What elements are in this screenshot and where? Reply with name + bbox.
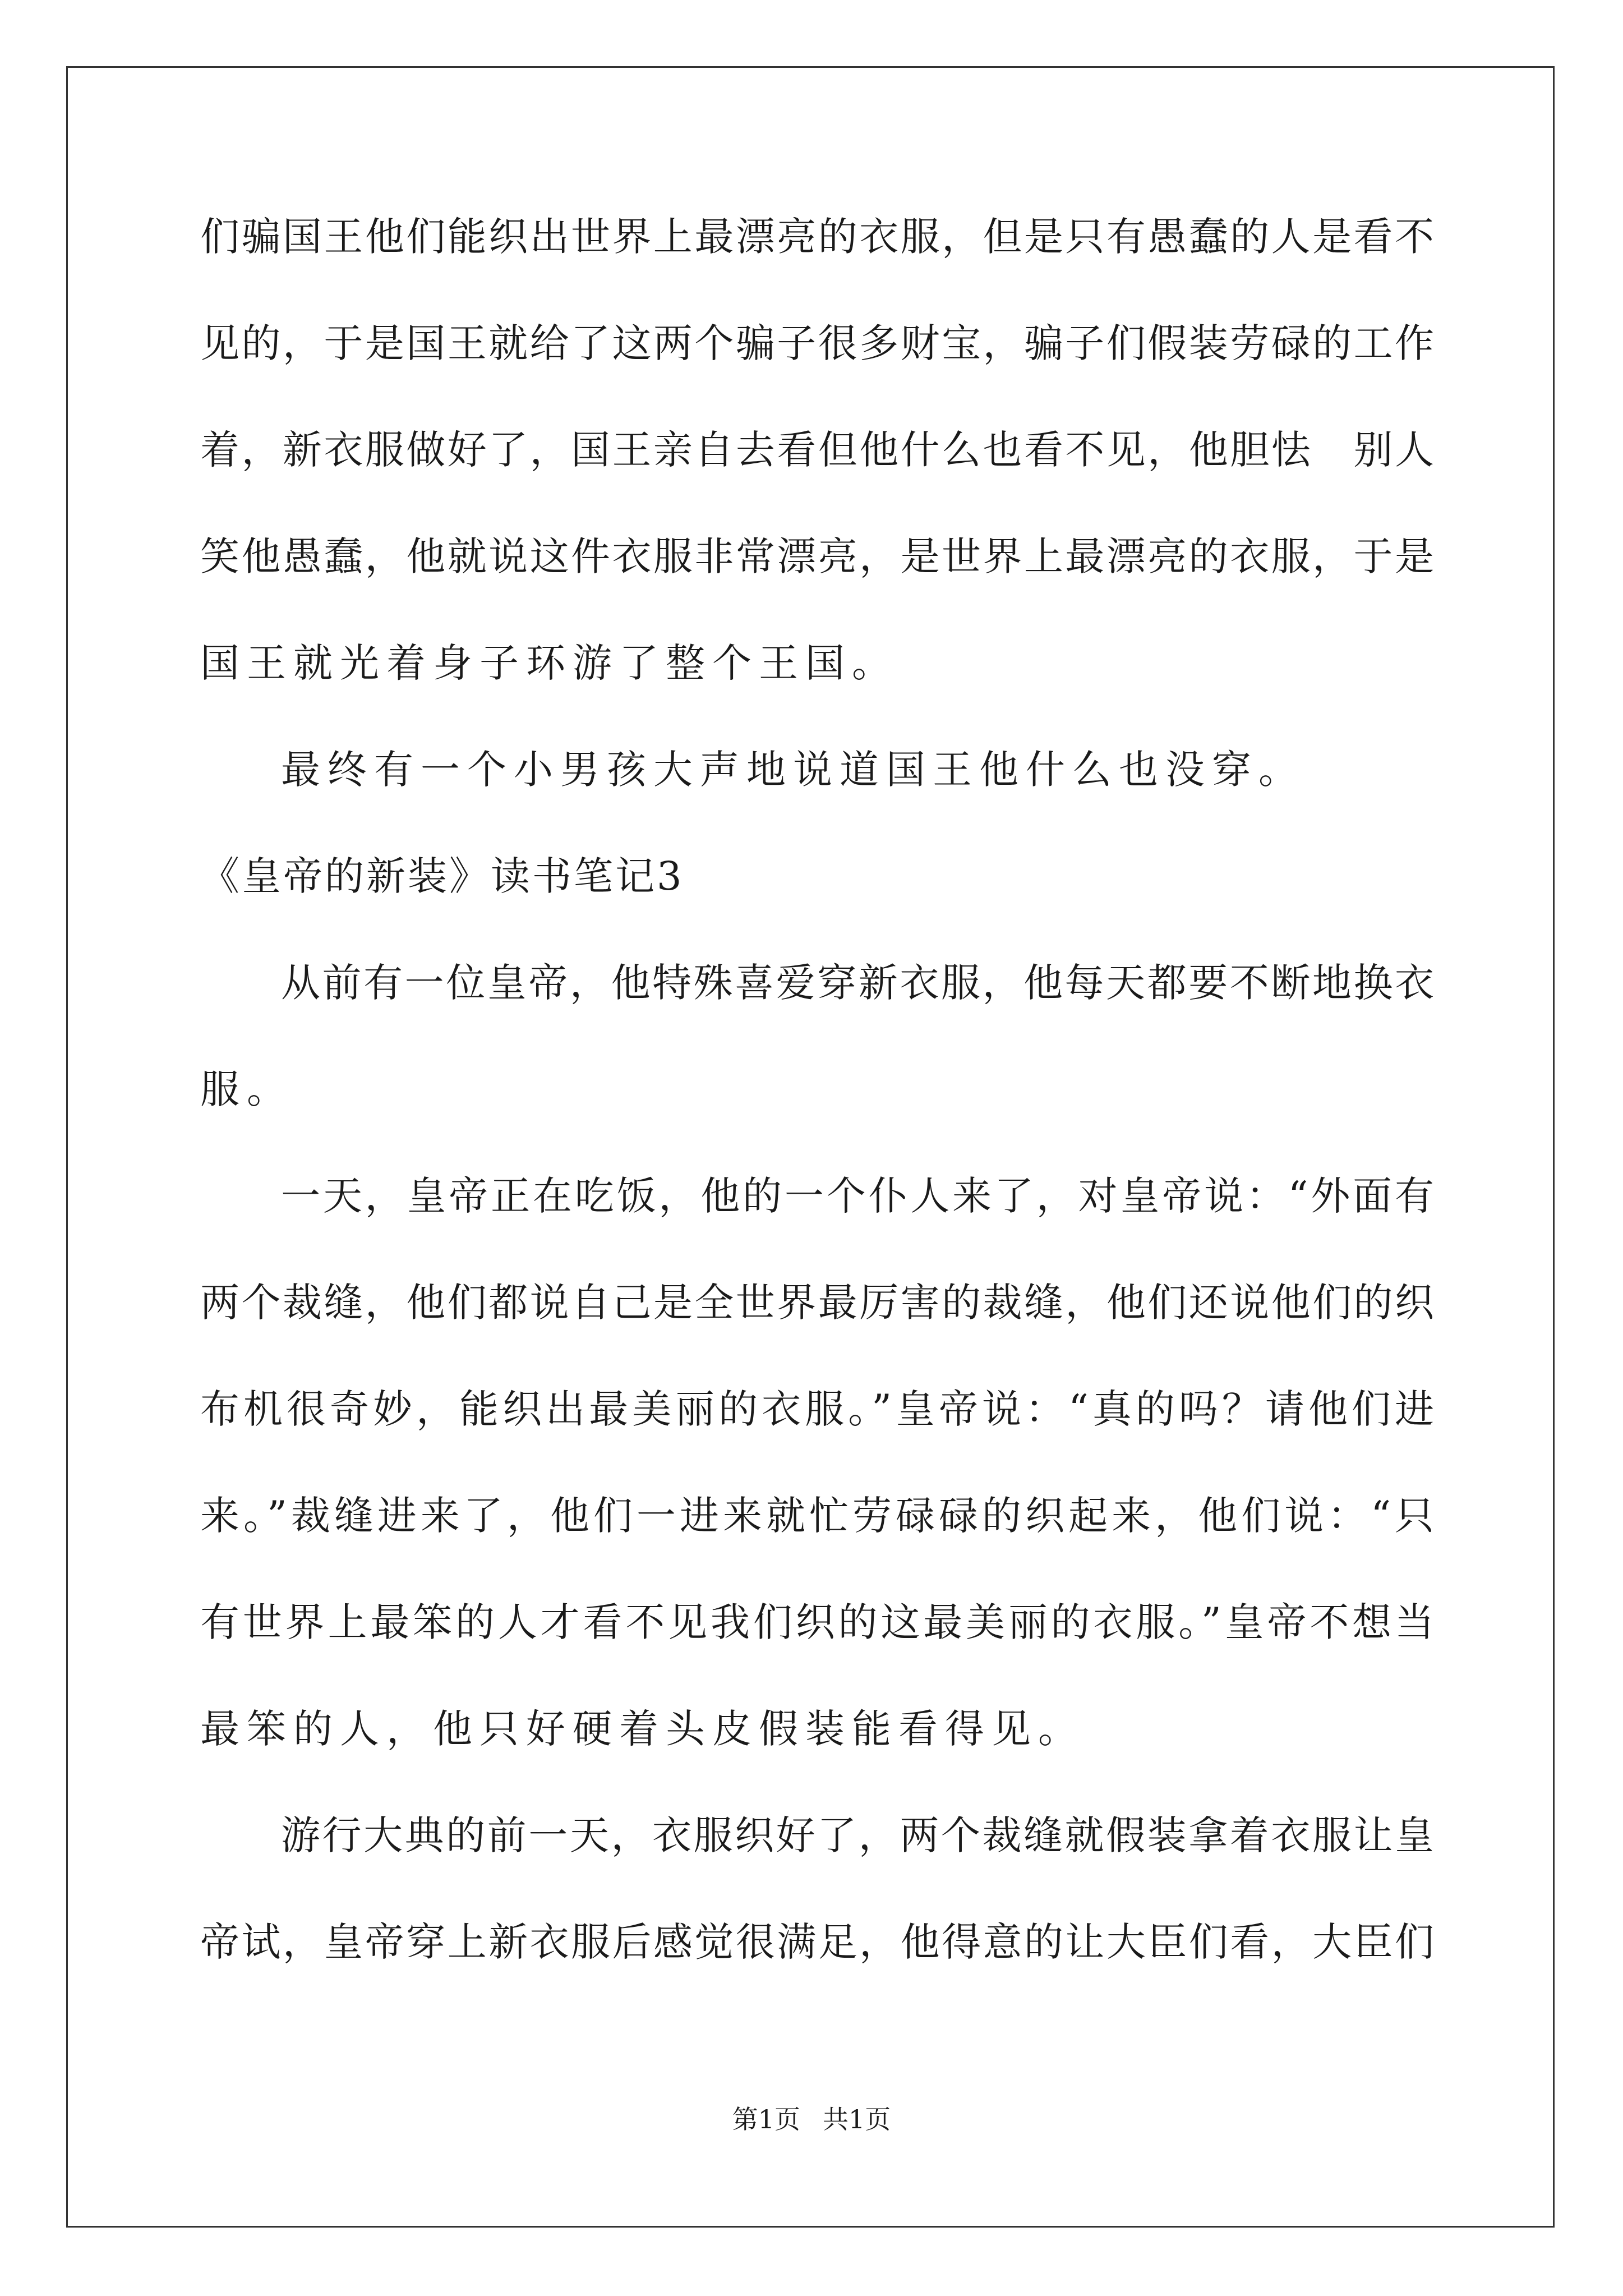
paragraph-line: 帝试，皇帝穿上新衣服后感觉很满足，他得意的让大臣们看，大臣们 bbox=[200, 1919, 1434, 1965]
paragraph-line: 国王就光着身子环游了整个王国。 bbox=[200, 640, 898, 686]
document-body bbox=[200, 209, 1434, 2021]
paragraph-line: 笑他愚蠢，他就说这件衣服非常漂亮，是世界上最漂亮的衣服，于是 bbox=[200, 533, 1434, 579]
paragraph-line: 布机很奇妙，能织出最美丽的衣服。”皇帝说：“真的吗？请他们进 bbox=[200, 1386, 1434, 1432]
paragraph-line: 两个裁缝，他们都说自己是全世界最厉害的裁缝，他们还说他们的织 bbox=[200, 1280, 1434, 1326]
paragraph-line: 从前有一位皇帝，他特殊喜爱穿新衣服，他每天都要不断地换衣 bbox=[281, 960, 1434, 1006]
paragraph-line: 最笨的人，他只好硬着头皮假装能看得见。 bbox=[200, 1706, 1085, 1752]
paragraph-line: 见的，于是国王就给了这两个骗子很多财宝，骗子们假装劳碌的工作 bbox=[200, 320, 1434, 366]
paragraph-line: 服。 bbox=[200, 1066, 293, 1112]
page-total: 共1页 bbox=[823, 2104, 891, 2134]
paragraph-line: 有世界上最笨的人才看不见我们织的这最美丽的衣服。”皇帝不想当 bbox=[200, 1599, 1434, 1645]
paragraph-line: 着，新衣服做好了，国王亲自去看但他什么也看不见，他胆怯 别人 bbox=[200, 427, 1434, 473]
paragraph-line: 最终有一个小男孩大声地说道国王他什么也没穿。 bbox=[281, 747, 1305, 793]
paragraph-line: 来。”裁缝进来了，他们一进来就忙劳碌碌的织起来，他们说：“只 bbox=[200, 1493, 1434, 1539]
section-heading: 《皇帝的新装》读书笔记3 bbox=[200, 853, 684, 899]
paragraph-line: 游行大典的前一天，衣服织好了，两个裁缝就假装拿着衣服让皇 bbox=[281, 1812, 1434, 1858]
paragraph-line: 一天，皇帝正在吃饭，他的一个仆人来了，对皇帝说：“外面有 bbox=[281, 1173, 1434, 1219]
page-number: 第1页 bbox=[732, 2104, 800, 2134]
page-footer bbox=[0, 2102, 1623, 2136]
paragraph-line: 们骗国王他们能织出世界上最漂亮的衣服，但是只有愚蠢的人是看不 bbox=[200, 214, 1434, 260]
